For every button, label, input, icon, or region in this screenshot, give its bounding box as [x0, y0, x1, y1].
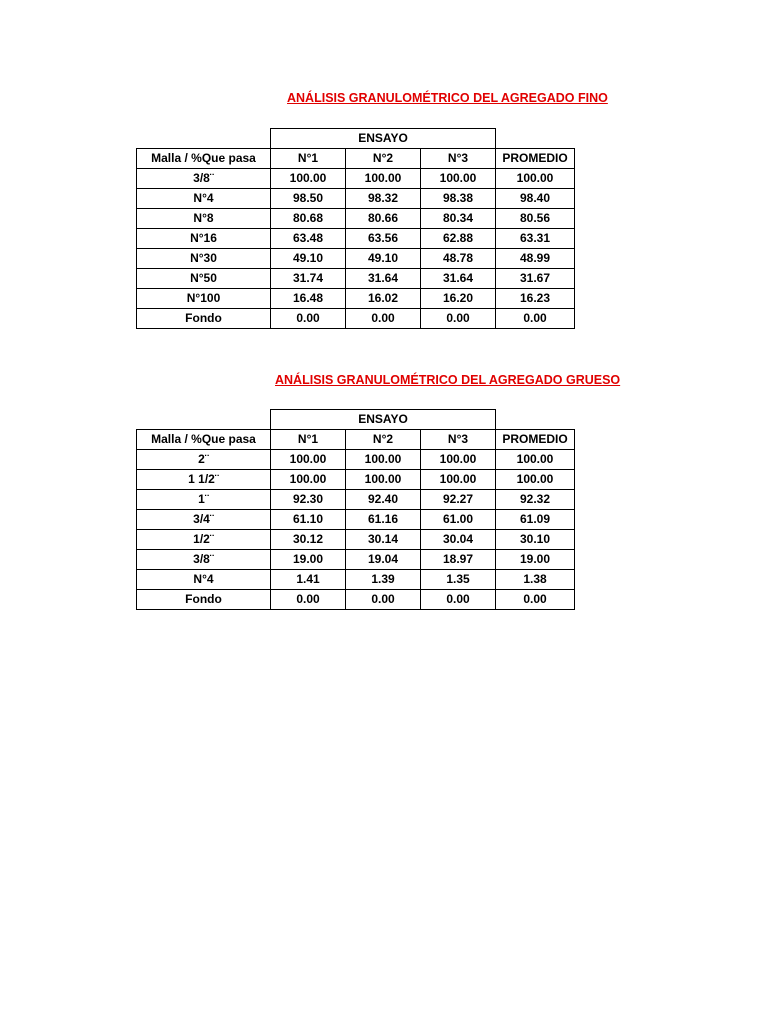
- cell-n2: 80.66: [346, 209, 421, 229]
- cell-n2: 0.00: [346, 590, 421, 610]
- header-n3: N°3: [421, 430, 496, 450]
- cell-n3: 92.27: [421, 490, 496, 510]
- header-n2: N°2: [346, 430, 421, 450]
- table-row: [137, 590, 575, 610]
- cell-promedio: 63.31: [496, 229, 575, 249]
- cell-n2: 1.39: [346, 570, 421, 590]
- table-row: [137, 229, 575, 249]
- cell-malla: N°100: [137, 289, 271, 309]
- cell-n3: 1.35: [421, 570, 496, 590]
- cell-n3: 80.34: [421, 209, 496, 229]
- cell-n3: 16.20: [421, 289, 496, 309]
- cell-n1: 100.00: [271, 169, 346, 189]
- table-row: [137, 309, 575, 329]
- cell-n2: 98.32: [346, 189, 421, 209]
- cell-n2: 16.02: [346, 289, 421, 309]
- cell-malla: 1/2¨: [137, 530, 271, 550]
- cell-n1: 49.10: [271, 249, 346, 269]
- cell-n1: 1.41: [271, 570, 346, 590]
- cell-promedio: 61.09: [496, 510, 575, 530]
- cell-n3: 48.78: [421, 249, 496, 269]
- table-row: [137, 510, 575, 530]
- cell-n1: 16.48: [271, 289, 346, 309]
- cell-promedio: 100.00: [496, 169, 575, 189]
- group-header-row: [137, 410, 575, 430]
- cell-n3: 31.64: [421, 269, 496, 289]
- cell-malla: N°50: [137, 269, 271, 289]
- cell-malla: 1 1/2¨: [137, 470, 271, 490]
- blank-cell: [496, 129, 575, 149]
- cell-promedio: 19.00: [496, 550, 575, 570]
- cell-n2: 100.00: [346, 470, 421, 490]
- cell-n3: 62.88: [421, 229, 496, 249]
- cell-n1: 92.30: [271, 490, 346, 510]
- cell-malla: N°8: [137, 209, 271, 229]
- cell-n2: 61.16: [346, 510, 421, 530]
- cell-promedio: 1.38: [496, 570, 575, 590]
- cell-promedio: 100.00: [496, 450, 575, 470]
- ensayo-header: ENSAYO: [271, 129, 496, 149]
- cell-n2: 100.00: [346, 169, 421, 189]
- table-row: [137, 249, 575, 269]
- cell-promedio: 31.67: [496, 269, 575, 289]
- table-row: [137, 289, 575, 309]
- cell-n3: 0.00: [421, 590, 496, 610]
- cell-n2: 19.04: [346, 550, 421, 570]
- cell-n3: 100.00: [421, 450, 496, 470]
- cell-n1: 30.12: [271, 530, 346, 550]
- cell-n2: 30.14: [346, 530, 421, 550]
- cell-n3: 30.04: [421, 530, 496, 550]
- blank-cell: [496, 410, 575, 430]
- table-row: [137, 470, 575, 490]
- cell-n2: 100.00: [346, 450, 421, 470]
- cell-malla: N°16: [137, 229, 271, 249]
- table-row: [137, 550, 575, 570]
- cell-n2: 31.64: [346, 269, 421, 289]
- cell-promedio: 0.00: [496, 590, 575, 610]
- cell-malla: N°4: [137, 570, 271, 590]
- cell-n1: 100.00: [271, 450, 346, 470]
- header-malla: Malla / %Que pasa: [137, 149, 271, 169]
- cell-malla: N°4: [137, 189, 271, 209]
- table-row: [137, 490, 575, 510]
- column-header-row: [137, 430, 575, 450]
- header-n2: N°2: [346, 149, 421, 169]
- table-row: [137, 169, 575, 189]
- cell-promedio: 48.99: [496, 249, 575, 269]
- ensayo-header: ENSAYO: [271, 410, 496, 430]
- cell-n1: 80.68: [271, 209, 346, 229]
- title-agregado-fino: ANÁLISIS GRANULOMÉTRICO DEL AGREGADO FINO: [287, 91, 608, 105]
- cell-n3: 98.38: [421, 189, 496, 209]
- cell-n1: 61.10: [271, 510, 346, 530]
- blank-cell: [137, 410, 271, 430]
- cell-malla: 3/8¨: [137, 550, 271, 570]
- cell-n1: 98.50: [271, 189, 346, 209]
- table-row: [137, 450, 575, 470]
- cell-n3: 100.00: [421, 169, 496, 189]
- cell-n3: 100.00: [421, 470, 496, 490]
- cell-n2: 63.56: [346, 229, 421, 249]
- column-header-row: [137, 149, 575, 169]
- header-n1: N°1: [271, 430, 346, 450]
- table-agregado-fino: [136, 128, 575, 329]
- header-n1: N°1: [271, 149, 346, 169]
- cell-promedio: 0.00: [496, 309, 575, 329]
- cell-n2: 49.10: [346, 249, 421, 269]
- cell-malla: 1¨: [137, 490, 271, 510]
- table-agregado-grueso: [136, 409, 575, 610]
- cell-n1: 0.00: [271, 590, 346, 610]
- cell-malla: Fondo: [137, 590, 271, 610]
- cell-malla: 2¨: [137, 450, 271, 470]
- cell-n2: 0.00: [346, 309, 421, 329]
- table-row: [137, 189, 575, 209]
- table-row: [137, 570, 575, 590]
- cell-n2: 92.40: [346, 490, 421, 510]
- title-agregado-grueso: ANÁLISIS GRANULOMÉTRICO DEL AGREGADO GRUESO: [275, 373, 621, 387]
- cell-n1: 100.00: [271, 470, 346, 490]
- cell-promedio: 30.10: [496, 530, 575, 550]
- cell-malla: N°30: [137, 249, 271, 269]
- header-malla: Malla / %Que pasa: [137, 430, 271, 450]
- cell-malla: 3/8¨: [137, 169, 271, 189]
- header-promedio: PROMEDIO: [496, 430, 575, 450]
- cell-n3: 61.00: [421, 510, 496, 530]
- cell-promedio: 100.00: [496, 470, 575, 490]
- cell-promedio: 16.23: [496, 289, 575, 309]
- cell-n1: 63.48: [271, 229, 346, 249]
- group-header-row: [137, 129, 575, 149]
- cell-n1: 19.00: [271, 550, 346, 570]
- cell-promedio: 92.32: [496, 490, 575, 510]
- table-row: [137, 269, 575, 289]
- cell-promedio: 80.56: [496, 209, 575, 229]
- cell-malla: 3/4¨: [137, 510, 271, 530]
- cell-n1: 0.00: [271, 309, 346, 329]
- blank-cell: [137, 129, 271, 149]
- header-n3: N°3: [421, 149, 496, 169]
- cell-promedio: 98.40: [496, 189, 575, 209]
- cell-malla: Fondo: [137, 309, 271, 329]
- table-row: [137, 530, 575, 550]
- table-row: [137, 209, 575, 229]
- cell-n3: 18.97: [421, 550, 496, 570]
- header-promedio: PROMEDIO: [496, 149, 575, 169]
- cell-n3: 0.00: [421, 309, 496, 329]
- cell-n1: 31.74: [271, 269, 346, 289]
